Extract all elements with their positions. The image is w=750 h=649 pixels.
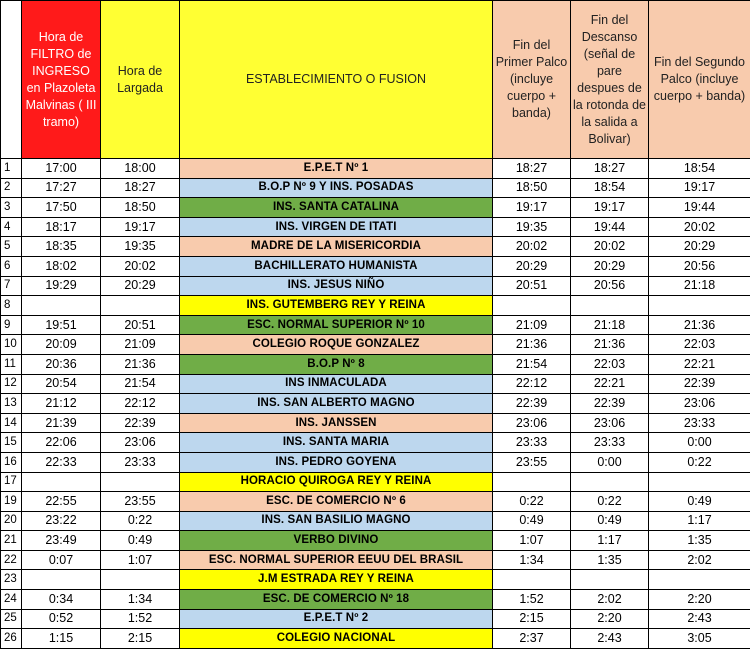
table-row (1, 178, 750, 198)
table-row (1, 394, 750, 414)
fin-descanso-cell: 2:20 (571, 609, 649, 629)
hora-ingreso-cell: 22:06 (22, 433, 101, 453)
fin-segundo-palco-cell: 3:05 (649, 629, 750, 649)
hora-largada-cell: 2:15 (101, 629, 180, 649)
fin-descanso-cell: 20:02 (571, 237, 649, 257)
establecimiento-cell: ESC. NORMAL SUPERIOR Nº 10 (180, 315, 493, 335)
establecimiento-cell: INS. SAN ALBERTO MAGNO (180, 394, 493, 414)
row-number: 12 (1, 374, 22, 394)
fin-descanso-cell: 23:06 (571, 413, 649, 433)
header-fin-descanso: Fin del Descanso (señal de pare despues de la rotonda de la salida a Bolivar) (571, 1, 649, 159)
establecimiento-cell: INS. SANTA CATALINA (180, 198, 493, 218)
row-number: 9 (1, 315, 22, 335)
establecimiento-cell: ESC. DE COMERCIO Nº 6 (180, 492, 493, 512)
table-row (1, 198, 750, 218)
hora-largada-cell: 1:34 (101, 590, 180, 610)
row-number: 13 (1, 394, 22, 414)
fin-descanso-cell (571, 570, 649, 590)
fin-primer-palco-cell (493, 472, 571, 492)
table-row (1, 296, 750, 316)
fin-segundo-palco-cell (649, 472, 750, 492)
hora-largada-cell: 18:00 (101, 159, 180, 179)
hora-ingreso-cell: 19:29 (22, 276, 101, 296)
establecimiento-cell: INS. JANSSEN (180, 413, 493, 433)
hora-largada-cell (101, 296, 180, 316)
hora-ingreso-cell: 22:55 (22, 492, 101, 512)
hora-ingreso-cell: 17:50 (22, 198, 101, 218)
fin-segundo-palco-cell: 22:39 (649, 374, 750, 394)
hora-ingreso-cell: 0:52 (22, 609, 101, 629)
fin-descanso-cell: 22:39 (571, 394, 649, 414)
fin-primer-palco-cell: 0:49 (493, 511, 571, 531)
hora-ingreso-cell: 18:35 (22, 237, 101, 257)
table-row (1, 256, 750, 276)
row-number: 24 (1, 590, 22, 610)
row-number: 2 (1, 178, 22, 198)
hora-ingreso-cell: 23:22 (22, 511, 101, 531)
fin-primer-palco-cell: 1:34 (493, 550, 571, 570)
fin-descanso-cell: 18:27 (571, 159, 649, 179)
fin-primer-palco-cell: 23:33 (493, 433, 571, 453)
table-row (1, 159, 750, 179)
fin-primer-palco-cell: 0:22 (493, 492, 571, 512)
fin-descanso-cell: 21:18 (571, 315, 649, 335)
establecimiento-cell: INS. VIRGEN DE ITATI (180, 217, 493, 237)
fin-segundo-palco-cell: 21:36 (649, 315, 750, 335)
fin-descanso-cell (571, 296, 649, 316)
establecimiento-cell: B.O.P Nº 8 (180, 354, 493, 374)
row-number: 21 (1, 531, 22, 551)
hora-largada-cell (101, 472, 180, 492)
hora-ingreso-cell: 21:39 (22, 413, 101, 433)
fin-primer-palco-cell: 18:50 (493, 178, 571, 198)
row-number: 25 (1, 609, 22, 629)
fin-segundo-palco-cell: 0:49 (649, 492, 750, 512)
hora-largada-cell (101, 570, 180, 590)
table-row (1, 276, 750, 296)
schedule-body (1, 159, 750, 649)
fin-segundo-palco-cell: 2:43 (649, 609, 750, 629)
hora-ingreso-cell: 20:36 (22, 354, 101, 374)
row-number: 20 (1, 511, 22, 531)
establecimiento-cell: BACHILLERATO HUMANISTA (180, 256, 493, 276)
fin-descanso-cell: 0:22 (571, 492, 649, 512)
fin-descanso-cell: 22:03 (571, 354, 649, 374)
hora-ingreso-cell (22, 472, 101, 492)
fin-primer-palco-cell: 22:39 (493, 394, 571, 414)
fin-descanso-cell: 2:02 (571, 590, 649, 610)
fin-descanso-cell: 22:21 (571, 374, 649, 394)
fin-descanso-cell: 19:17 (571, 198, 649, 218)
fin-segundo-palco-cell: 20:56 (649, 256, 750, 276)
fin-descanso-cell: 19:44 (571, 217, 649, 237)
hora-ingreso-cell: 0:07 (22, 550, 101, 570)
establecimiento-cell: INS. SAN BASILIO MAGNO (180, 511, 493, 531)
table-row (1, 570, 750, 590)
fin-primer-palco-cell: 22:12 (493, 374, 571, 394)
row-number: 10 (1, 335, 22, 355)
hora-ingreso-cell: 1:15 (22, 629, 101, 649)
establecimiento-cell: INS. JESUS NIÑO (180, 276, 493, 296)
fin-primer-palco-cell: 2:15 (493, 609, 571, 629)
establecimiento-cell: INS. PEDRO GOYENA (180, 452, 493, 472)
hora-largada-cell: 18:50 (101, 198, 180, 218)
establecimiento-cell: B.O.P Nº 9 Y INS. POSADAS (180, 178, 493, 198)
row-number: 8 (1, 296, 22, 316)
row-number: 16 (1, 452, 22, 472)
table-row (1, 374, 750, 394)
hora-ingreso-cell: 22:33 (22, 452, 101, 472)
hora-largada-cell: 22:12 (101, 394, 180, 414)
row-number: 22 (1, 550, 22, 570)
fin-descanso-cell: 23:33 (571, 433, 649, 453)
table-row (1, 217, 750, 237)
hora-largada-cell: 23:55 (101, 492, 180, 512)
table-row (1, 335, 750, 355)
establecimiento-cell: MADRE DE LA MISERICORDIA (180, 237, 493, 257)
fin-primer-palco-cell: 23:55 (493, 452, 571, 472)
hora-largada-cell: 20:51 (101, 315, 180, 335)
header-largada: Hora de Largada (101, 1, 180, 159)
hora-largada-cell: 1:52 (101, 609, 180, 629)
establecimiento-cell: INS. SANTA MARIA (180, 433, 493, 453)
hora-largada-cell: 21:36 (101, 354, 180, 374)
hora-ingreso-cell: 23:49 (22, 531, 101, 551)
fin-descanso-cell (571, 472, 649, 492)
hora-ingreso-cell: 18:17 (22, 217, 101, 237)
row-number: 7 (1, 276, 22, 296)
fin-primer-palco-cell: 21:09 (493, 315, 571, 335)
fin-primer-palco-cell: 21:54 (493, 354, 571, 374)
hora-largada-cell: 23:06 (101, 433, 180, 453)
hora-largada-cell: 1:07 (101, 550, 180, 570)
hora-largada-cell: 0:22 (101, 511, 180, 531)
header-establecimiento: ESTABLECIMIENTO O FUSION (180, 1, 493, 159)
table-row (1, 531, 750, 551)
fin-descanso-cell: 18:54 (571, 178, 649, 198)
establecimiento-cell: E.P.E.T Nº 1 (180, 159, 493, 179)
fin-segundo-palco-cell: 19:44 (649, 198, 750, 218)
fin-descanso-cell: 0:00 (571, 452, 649, 472)
fin-primer-palco-cell: 18:27 (493, 159, 571, 179)
fin-segundo-palco-cell: 2:20 (649, 590, 750, 610)
row-number: 1 (1, 159, 22, 179)
table-row (1, 315, 750, 335)
establecimiento-cell: E.P.E.T Nº 2 (180, 609, 493, 629)
row-number: 6 (1, 256, 22, 276)
establecimiento-cell: COLEGIO NACIONAL (180, 629, 493, 649)
table-row (1, 354, 750, 374)
table-row (1, 492, 750, 512)
establecimiento-cell: INS. GUTEMBERG REY Y REINA (180, 296, 493, 316)
table-row (1, 413, 750, 433)
fin-descanso-cell: 21:36 (571, 335, 649, 355)
table-row (1, 590, 750, 610)
row-number: 4 (1, 217, 22, 237)
row-number: 15 (1, 433, 22, 453)
table-row (1, 237, 750, 257)
header-index (1, 1, 22, 159)
header-ingreso: Hora de FILTRO de INGRESO en Plazoleta Malvinas ( III tramo) (22, 1, 101, 159)
fin-primer-palco-cell: 1:52 (493, 590, 571, 610)
hora-largada-cell: 20:29 (101, 276, 180, 296)
hora-ingreso-cell: 20:09 (22, 335, 101, 355)
fin-descanso-cell: 0:49 (571, 511, 649, 531)
fin-descanso-cell: 2:43 (571, 629, 649, 649)
table-row (1, 629, 750, 649)
hora-largada-cell: 20:02 (101, 256, 180, 276)
fin-segundo-palco-cell: 2:02 (649, 550, 750, 570)
fin-segundo-palco-cell: 23:06 (649, 394, 750, 414)
row-number: 19 (1, 492, 22, 512)
row-number: 3 (1, 198, 22, 218)
hora-largada-cell: 22:39 (101, 413, 180, 433)
fin-segundo-palco-cell: 20:02 (649, 217, 750, 237)
fin-descanso-cell: 20:56 (571, 276, 649, 296)
fin-segundo-palco-cell: 1:17 (649, 511, 750, 531)
header-fin-primer-palco: Fin del Primer Palco (incluye cuerpo + banda) (493, 1, 571, 159)
fin-primer-palco-cell: 20:29 (493, 256, 571, 276)
fin-segundo-palco-cell: 22:21 (649, 354, 750, 374)
fin-primer-palco-cell: 2:37 (493, 629, 571, 649)
fin-primer-palco-cell: 20:51 (493, 276, 571, 296)
hora-ingreso-cell: 19:51 (22, 315, 101, 335)
fin-primer-palco-cell: 19:35 (493, 217, 571, 237)
fin-segundo-palco-cell: 0:00 (649, 433, 750, 453)
fin-descanso-cell: 20:29 (571, 256, 649, 276)
fin-primer-palco-cell (493, 296, 571, 316)
fin-primer-palco-cell: 23:06 (493, 413, 571, 433)
fin-segundo-palco-cell: 18:54 (649, 159, 750, 179)
hora-ingreso-cell: 21:12 (22, 394, 101, 414)
fin-segundo-palco-cell (649, 296, 750, 316)
fin-descanso-cell: 1:35 (571, 550, 649, 570)
hora-ingreso-cell: 17:27 (22, 178, 101, 198)
hora-largada-cell: 18:27 (101, 178, 180, 198)
hora-ingreso-cell: 20:54 (22, 374, 101, 394)
fin-primer-palco-cell (493, 570, 571, 590)
hora-ingreso-cell (22, 570, 101, 590)
establecimiento-cell: INS INMACULADA (180, 374, 493, 394)
establecimiento-cell: J.M ESTRADA REY Y REINA (180, 570, 493, 590)
fin-segundo-palco-cell: 23:33 (649, 413, 750, 433)
fin-segundo-palco-cell (649, 570, 750, 590)
fin-segundo-palco-cell: 19:17 (649, 178, 750, 198)
table-row (1, 550, 750, 570)
row-number: 5 (1, 237, 22, 257)
row-number: 14 (1, 413, 22, 433)
row-number: 26 (1, 629, 22, 649)
hora-ingreso-cell: 18:02 (22, 256, 101, 276)
establecimiento-cell: VERBO DIVINO (180, 531, 493, 551)
hora-largada-cell: 21:09 (101, 335, 180, 355)
hora-largada-cell: 0:49 (101, 531, 180, 551)
header-fin-segundo-palco: Fin del Segundo Palco (incluye cuerpo + banda) (649, 1, 750, 159)
fin-primer-palco-cell: 19:17 (493, 198, 571, 218)
fin-segundo-palco-cell: 20:29 (649, 237, 750, 257)
row-number: 23 (1, 570, 22, 590)
establecimiento-cell: COLEGIO ROQUE GONZALEZ (180, 335, 493, 355)
hora-ingreso-cell (22, 296, 101, 316)
fin-primer-palco-cell: 20:02 (493, 237, 571, 257)
table-row (1, 472, 750, 492)
row-number: 17 (1, 472, 22, 492)
table-row (1, 452, 750, 472)
hora-largada-cell: 21:54 (101, 374, 180, 394)
fin-segundo-palco-cell: 1:35 (649, 531, 750, 551)
fin-segundo-palco-cell: 0:22 (649, 452, 750, 472)
fin-segundo-palco-cell: 22:03 (649, 335, 750, 355)
hora-largada-cell: 19:35 (101, 237, 180, 257)
establecimiento-cell: HORACIO QUIROGA REY Y REINA (180, 472, 493, 492)
establecimiento-cell: ESC. NORMAL SUPERIOR EEUU DEL BRASIL (180, 550, 493, 570)
fin-primer-palco-cell: 1:07 (493, 531, 571, 551)
header-row (1, 1, 750, 159)
fin-primer-palco-cell: 21:36 (493, 335, 571, 355)
table-row (1, 433, 750, 453)
hora-largada-cell: 19:17 (101, 217, 180, 237)
row-number: 11 (1, 354, 22, 374)
table-row (1, 511, 750, 531)
table-row (1, 609, 750, 629)
fin-segundo-palco-cell: 21:18 (649, 276, 750, 296)
establecimiento-cell: ESC. DE COMERCIO Nº 18 (180, 590, 493, 610)
hora-ingreso-cell: 17:00 (22, 159, 101, 179)
hora-largada-cell: 23:33 (101, 452, 180, 472)
fin-descanso-cell: 1:17 (571, 531, 649, 551)
hora-ingreso-cell: 0:34 (22, 590, 101, 610)
